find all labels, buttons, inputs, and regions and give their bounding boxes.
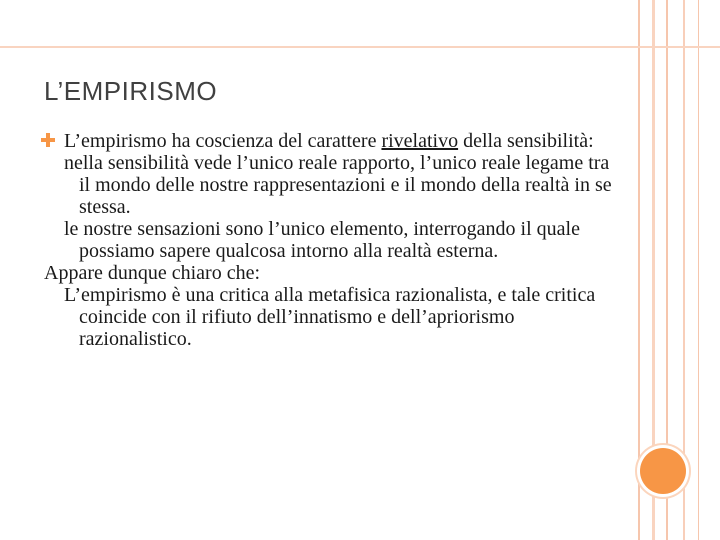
underlined-word: rivelativo: [381, 130, 459, 152]
bullet-item: [44, 130, 624, 152]
sub-item: le nostre sensazioni sono l’unico elemento, interrogando il quale possiamo sapere qualcosa intorno alla realtà esterna.: [64, 218, 580, 262]
conclusion-text: L’empirismo è una critica alla metafisica razionalista, e tale critica coincide con il rifiuto dell’innatismo e dell’apriorismo razionalistico.: [64, 284, 596, 350]
decorative-circle-icon: [640, 448, 686, 494]
bullet-text-start: L’empirismo ha coscienza del carattere: [64, 130, 382, 152]
slide-body: [44, 130, 624, 350]
decorative-band-line: [683, 0, 685, 540]
sub-item: nella sensibilità vede l’unico reale rapporto, l’unico reale legame tra il mondo delle nostre rappresentazioni e il mondo della realtà in se stessa.: [64, 152, 612, 218]
plus-bullet-icon: [41, 133, 55, 147]
slide-title: L’EMPIRISMO: [44, 76, 218, 106]
decorative-band-line: [638, 0, 640, 540]
bullet-text-end: della sensibilità:: [458, 130, 594, 152]
header-rule: [0, 46, 720, 48]
conclusion-intro: Appare dunque chiaro che:: [44, 262, 261, 284]
decorative-band-line: [698, 0, 699, 540]
